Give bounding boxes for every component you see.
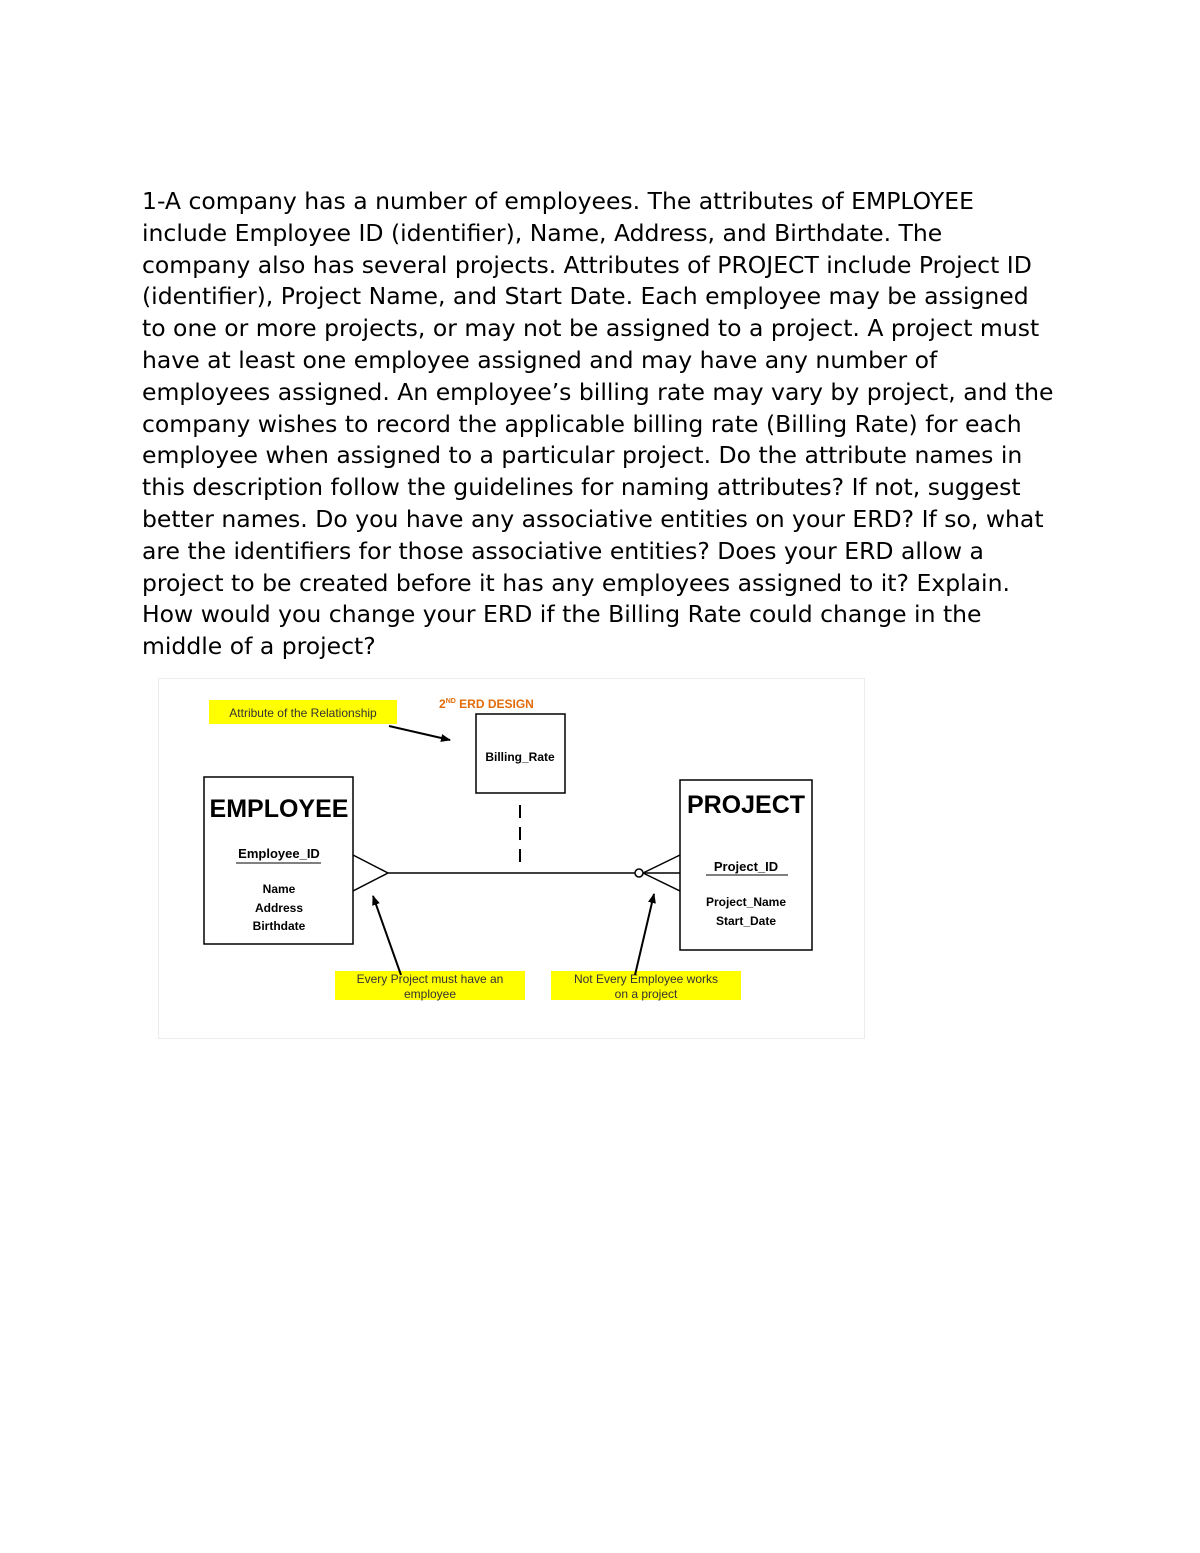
question-line: this description follow the guidelines for naming attributes? If not, suggest	[142, 473, 1021, 502]
project-identifier: Project_ID	[713, 859, 779, 874]
project-attribute-name: Project_Name	[705, 895, 787, 909]
erd-diagram-canvas	[158, 678, 866, 1040]
question-line: better names. Do you have any associative entities on your ERD? If so, what	[142, 504, 1044, 533]
project-entity-name: PROJECT	[686, 791, 806, 819]
question-paragraph	[142, 186, 1102, 663]
note-left-line-2: employee	[403, 987, 457, 1001]
question-line: are the identifiers for those associative entities? Does your ERD allow a	[142, 536, 984, 565]
question-line: How would you change your ERD if the Billing Rate could change in the	[142, 600, 982, 629]
question-line: 1-A company has a number of employees. The attributes of EMPLOYEE	[142, 187, 974, 215]
question-line: have at least one employee assigned and may have any number of	[142, 345, 938, 374]
project-attribute-start-date: Start_Date	[715, 914, 777, 928]
erd-diagram	[158, 678, 866, 1040]
note-left-line-1: Every Project must have an	[356, 972, 504, 986]
question-line: company wishes to record the applicable billing rate (Billing Rate) for each	[142, 409, 1022, 438]
note-right-line-2: on a project	[614, 987, 678, 1001]
question-line: project to be created before it has any employees assigned to it? Explain.	[142, 568, 1010, 597]
diagram-title: 2ND ERD DESIGN	[439, 697, 534, 711]
employee-attribute-birthdate: Birthdate	[252, 919, 306, 933]
employee-entity-name: EMPLOYEE	[209, 795, 349, 823]
question-line: (identifier), Project Name, and Start Date. Each employee may be assigned	[142, 282, 1029, 311]
employee-attribute-name: Name	[262, 882, 296, 896]
question-line: to one or more projects, or may not be assigned to a project. A project must	[142, 314, 1040, 343]
employee-identifier: Employee_ID	[238, 846, 320, 861]
billing-rate-label: Billing_Rate	[485, 750, 555, 764]
relationship-attribute-note: Attribute of the Relationship	[229, 706, 377, 720]
question-line: employees assigned. An employee’s billing rate may vary by project, and the	[142, 377, 1054, 406]
question-line: middle of a project?	[142, 632, 376, 661]
note-right-line-1: Not Every Employee works	[573, 972, 719, 986]
question-line: company also has several projects. Attributes of PROJECT include Project ID	[142, 250, 1032, 279]
question-line: include Employee ID (identifier), Name, Address, and Birthdate. The	[142, 218, 943, 247]
question-line: employee when assigned to a particular project. Do the attribute names in	[142, 441, 1023, 470]
employee-attribute-address: Address	[254, 901, 304, 915]
